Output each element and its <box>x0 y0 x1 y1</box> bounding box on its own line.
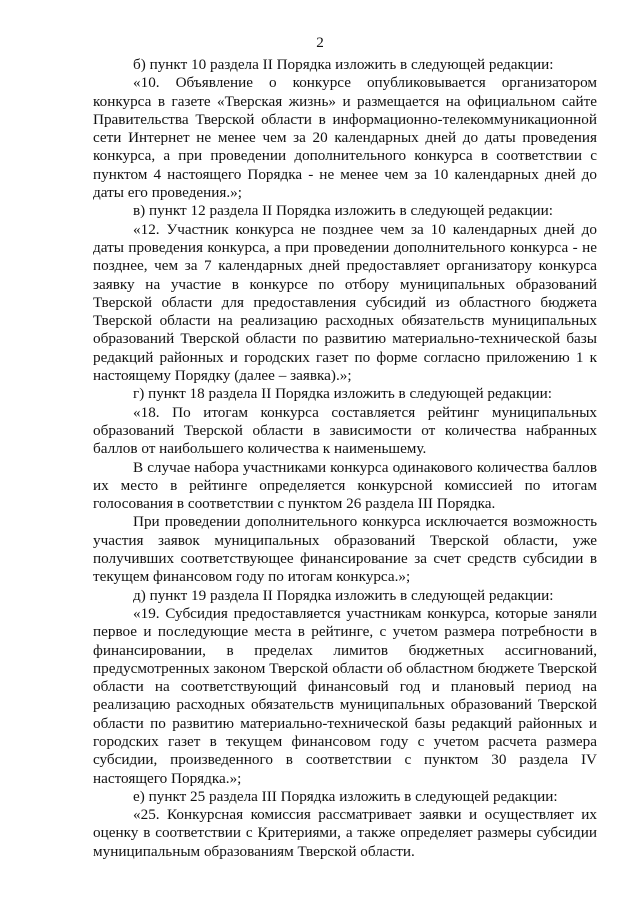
amendment-instruction-g: г) пункт 18 раздела II Порядка изложить в следующей редакции: <box>133 385 552 403</box>
amendment-instruction-e: е) пункт 25 раздела III Порядка изложить в следующей редакции: <box>133 787 558 805</box>
clause-10-text: «10. Объявление о конкурсе опубликовывается организатором конкурса в газете «Тверская жизнь» и размещается на официальном сайте Правительства Тверской области в информационно-телекоммуникационной сети Интернет не менее чем за 20 календарных дней до даты проведения конкурса, а при проведении дополнительного конкурса в соответствии с пунктом 4 настоящего Порядка - не менее чем за 10 календарных дней до даты его проведения.»; <box>93 74 597 202</box>
amendment-instruction-v: в) пункт 12 раздела II Порядка изложить в следующей редакции: <box>133 202 553 220</box>
clause-18-text: «18. По итогам конкурса составляется рейтинг муниципальных образований Тверской области в зависимости от количества набранных баллов от наибольшего количества к наименьшему. <box>93 403 597 458</box>
clause-25-text: «25. Конкурсная комиссия рассматривает заявки и осуществляет их оценку в соответствии с Критериями, а также определяет размеры субсидии муниципальным образованиям Тверской области. <box>93 806 597 860</box>
clause-12-text: «12. Участник конкурса не позднее чем за 10 календарных дней до даты проведения конкурса, а при проведении дополнительного конкурса - не позднее, чем за 7 календарных дней предоставляет организатору конкурса заявку на участие в конкурсе по отбору муниципальных образований Тверской области для предоставления субсидий из областного бюджета Тверской области на реализацию расходных обязательств муниципальных образований Тверской области по развитию материально-технической базы редакций районных и городских газет по форме согласно приложению 1 к настоящему Порядку (далее – заявка).»; <box>93 220 597 385</box>
clause-18-additional-contest: При проведении дополнительного конкурса исключается возможность участия заявок муниципальных образований Тверской области, уже получивших соответствующее финансирование за счет средств субсидии в текущем финансовом году по итогам конкурса.»; <box>93 513 597 586</box>
clause-19-text: «19. Субсидия предоставляется участникам конкурса, которые заняли первое и последующие места в рейтинге, с учетом размера потребности в финансировании, в пределах лимитов бюджетных ассигнований, предусмотренных законом Тверской области об областном бюджете Тверской области на соответствующий финансовый год и плановый период на реализацию расходных обязательств муниципальных образований Тверской области по развитию материально-технической базы редакций районных и городских газет в текущем финансовом году с учетом расчета размера субсидии, произведенного в соответствии с пунктом 30 раздела IV настоящего Порядка.»; <box>93 604 597 787</box>
document-body <box>93 56 597 861</box>
amendment-instruction-b: б) пункт 10 раздела II Порядка изложить в следующей редакции: <box>133 56 554 73</box>
page-number: 2 <box>316 34 324 51</box>
clause-18-tie-rule: В случае набора участниками конкурса одинакового количества баллов их место в рейтинге определяется конкурсной комиссией по итогам голосования в соответствии с пунктом 26 раздела III Порядка. <box>93 458 597 513</box>
amendment-instruction-d: д) пункт 19 раздела II Порядка изложить в следующей редакции: <box>133 586 554 604</box>
